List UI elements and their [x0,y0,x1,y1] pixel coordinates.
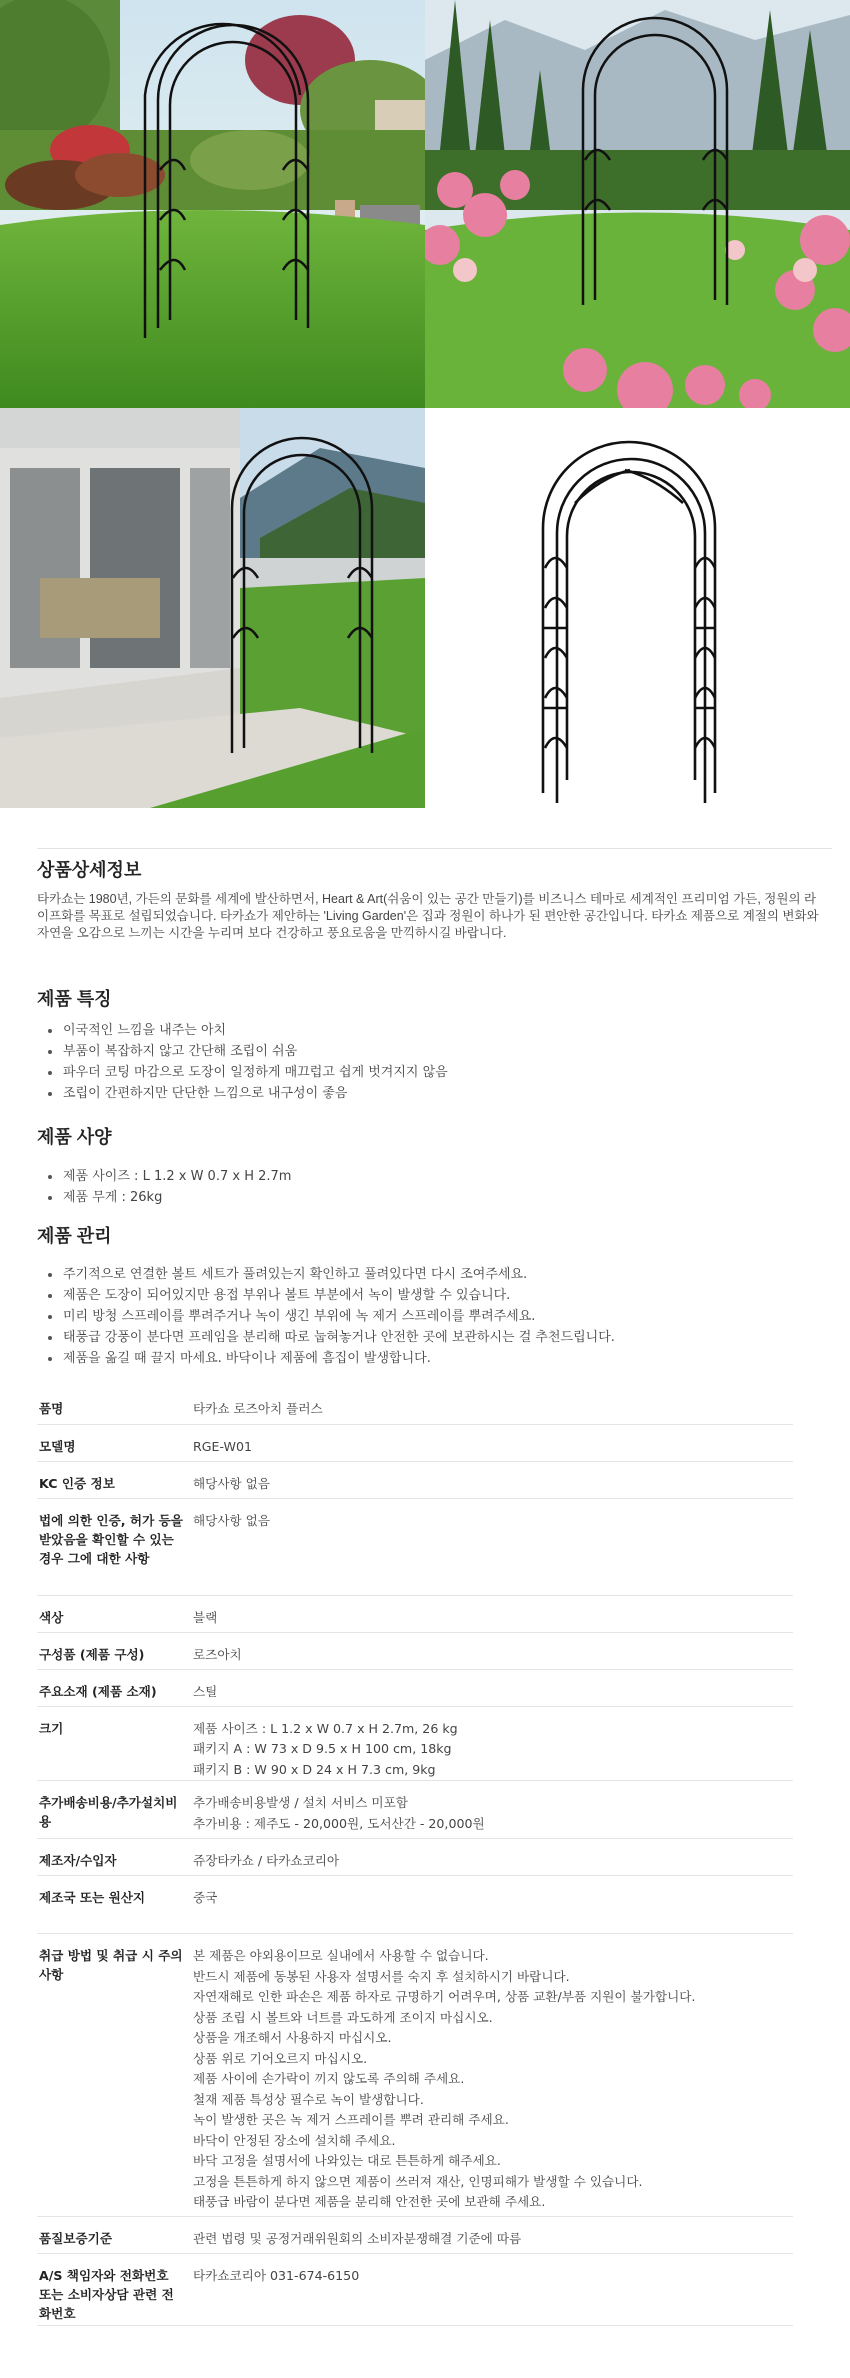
spec-value-line: RGE-W01 [193,1438,252,1454]
section-divider [37,848,832,849]
spec-value [193,2254,793,2326]
list-item: 주기적으로 연결한 볼트 세트가 풀려있는지 확인하고 풀려있다면 다시 조여주세요. [37,1264,827,1285]
specs-list [37,1166,827,1208]
spec-value [193,1876,793,1934]
table-row [37,1387,793,1424]
spec-key: 구성품 (제품 구성) [37,1632,193,1669]
spec-value [193,1498,793,1595]
detail-intro: 타카쇼는 1980년, 가든의 문화를 세계에 발산하면서, Heart & Art(쉬움이 있는 공간 만들기)를 비즈니스 테마로 세계적인 프리미엄 가든, 정원의 라이프화를 목표로 설립되었습니다. 타카쇼가 제안하는 'Living Garden'은 집과 정원이 하나가 된 편안한 공간입니다. 타카쇼 제품으로 계절의 변화와 자연을 오감으로 느끼는 시간을 누리며 보다 건강하고 풍요로움을 만끽하시길 바랍니다. [37,892,819,940]
spec-value-line: 태풍급 바람이 분다면 제품을 분리해 안전한 곳에 보관해 주세요. [193,2194,546,2209]
spec-key: A/S 책임자와 전화번호 또는 소비자상담 관련 전화번호 [37,2254,193,2326]
spec-value [193,1595,793,1632]
spec-value-line: 관련 법령 및 공정거래위원회의 소비자분쟁해결 기준에 따름 [193,2231,522,2246]
spec-value-line: 블랙 [193,1609,218,1625]
spec-value-line: 해당사항 없음 [193,1475,270,1491]
spec-value [193,2217,793,2254]
list-item: 제품은 도장이 되어있지만 용접 부위나 볼트 부분에서 녹이 발생할 수 있습니다. [37,1285,827,1306]
spec-value-line: 제품 사이에 손가락이 끼지 않도록 주의해 주세요. [193,2071,465,2086]
spec-value-line: 바닥이 안정된 장소에 설치해 주세요. [193,2132,396,2148]
spec-key: 추가배송비용/추가설치비용 [37,1781,193,1839]
spec-value [193,1424,793,1461]
spec-key: 주요소재 (제품 소재) [37,1669,193,1706]
table-row [37,1595,793,1632]
spec-value-line: 타카쇼코리아 031-674-6150 [193,2268,360,2283]
spec-value-line: 고정을 튼튼하게 하지 않으면 제품이 쓰러져 재산, 인명피해가 발생할 수 있습니다. [193,2173,643,2189]
product-photo-grid [0,0,850,815]
spec-value-line: 바닥 고정을 설명서에 나와있는 대로 튼튼하게 해주세요. [193,2153,501,2168]
table-row [37,1424,793,1461]
spec-value-line: 상품 위로 기어오르지 마십시오. [193,2050,368,2066]
list-item: 제품 사이즈 : L 1.2 x W 0.7 x H 2.7m [37,1166,827,1187]
spec-key: 제조국 또는 원산지 [37,1876,193,1934]
spec-value-line: 상품 조립 시 볼트와 너트를 과도하게 조이지 마십시오. [193,2009,493,2025]
table-row [37,1632,793,1669]
spec-value-line: 녹이 발생한 곳은 녹 제거 스프레이를 뿌려 관리해 주세요. [193,2112,509,2127]
spec-value-line: 제품 사이즈 : L 1.2 x W 0.7 x H 2.7m, 26 kg [193,1720,458,1736]
spec-key: 제조자/수입자 [37,1839,193,1876]
spec-value [193,1632,793,1669]
spec-value [193,1461,793,1498]
spec-value-line: 타카쇼 로즈아치 플러스 [193,1401,323,1416]
list-item: 이국적인 느낌을 내주는 아치 [37,1020,827,1041]
rose-garden-photo [425,0,850,408]
spec-key: 모델명 [37,1424,193,1461]
spec-key: 법에 의한 인증, 허가 등을 받았음을 확인할 수 있는 경우 그에 대한 사항 [37,1498,193,1595]
list-item: 부품이 복잡하지 않고 간단해 조립이 쉬움 [37,1041,827,1062]
table-row [37,1934,793,2217]
table-row [37,1839,793,1876]
spec-key: 크기 [37,1706,193,1781]
spec-value-line: 추가배송비용발생 / 설치 서비스 미포함 [193,1795,408,1810]
spec-value-line: 철재 제품 특성상 필수로 녹이 발생합니다. [193,2091,424,2107]
spec-value-line: 해당사항 없음 [193,1512,270,1528]
table-row [37,1498,793,1595]
list-item: 파우더 코팅 마감으로 도장이 일정하게 매끄럽고 쉽게 벗겨지지 않음 [37,1062,827,1083]
spec-value [193,1781,793,1839]
table-row [37,1781,793,1839]
care-list [37,1264,827,1369]
care-title: 제품 관리 [37,1226,112,1246]
list-item: 제품 무게 : 26kg [37,1187,827,1208]
table-row [37,1669,793,1706]
spec-key: 색상 [37,1595,193,1632]
spec-value-line: 추가비용 : 제주도 - 20,000원, 도서산간 - 20,000원 [193,1815,485,1831]
spec-value-line: 상품을 개조해서 사용하지 마십시오. [193,2030,392,2045]
product-white-photo [425,408,850,815]
table-row [37,2217,793,2254]
spec-value [193,1387,793,1424]
spec-key: KC 인증 정보 [37,1461,193,1498]
spec-key: 취급 방법 및 취급 시 주의사항 [37,1934,193,2217]
list-item: 미리 방청 스프레이를 뿌려주거나 녹이 생긴 부위에 녹 제거 스프레이를 뿌려주세요. [37,1306,827,1327]
spec-value [193,1839,793,1876]
spec-value-line: 패키지 A : W 73 x D 9.5 x H 100 cm, 18kg [193,1741,452,1756]
spec-value-line: 로즈아치 [193,1646,242,1662]
table-row [37,1706,793,1781]
features-title: 제품 특징 [37,989,112,1009]
spec-value-line: 반드시 제품에 동봉된 사용자 설명서를 숙지 후 설치하시기 바랍니다. [193,1968,570,1984]
features-list [37,1020,827,1104]
detail-title: 상품상세정보 [37,860,142,880]
spec-key: 품명 [37,1387,193,1424]
spec-key: 품질보증기준 [37,2217,193,2254]
list-item: 태풍급 강풍이 분다면 프레임을 분리해 따로 눕혀놓거나 안전한 곳에 보관하시는 걸 추천드립니다. [37,1327,827,1348]
spec-value [193,1669,793,1706]
list-item: 제품을 옮길 때 끌지 마세요. 바닥이나 제품에 흠집이 발생합니다. [37,1348,827,1369]
spec-value-line: 본 제품은 야외용이므로 실내에서 사용할 수 없습니다. [193,1948,489,1963]
spec-value-line: 중국 [193,1890,218,1905]
spec-value-line: 스틸 [193,1683,218,1699]
patio-house-photo [0,408,425,808]
spec-value [193,1706,793,1781]
specs-title: 제품 사양 [37,1127,112,1147]
product-info-table [37,1387,793,2326]
table-row [37,1461,793,1498]
spec-value-line: 패키지 B : W 90 x D 24 x H 7.3 cm, 9kg [193,1761,436,1777]
table-row [37,1876,793,1934]
garden-lawn-photo [0,0,425,408]
spec-value [193,1934,793,2217]
table-row [37,2254,793,2326]
spec-value-line: 자연재해로 인한 파손은 제품 하자로 규명하기 어려우며, 상품 교환/부품 지원이 불가합니다. [193,1989,696,2004]
spec-value-line: 쥬장타카쇼 / 타카쇼코리아 [193,1853,340,1868]
list-item: 조립이 간편하지만 단단한 느낌으로 내구성이 좋음 [37,1083,827,1104]
